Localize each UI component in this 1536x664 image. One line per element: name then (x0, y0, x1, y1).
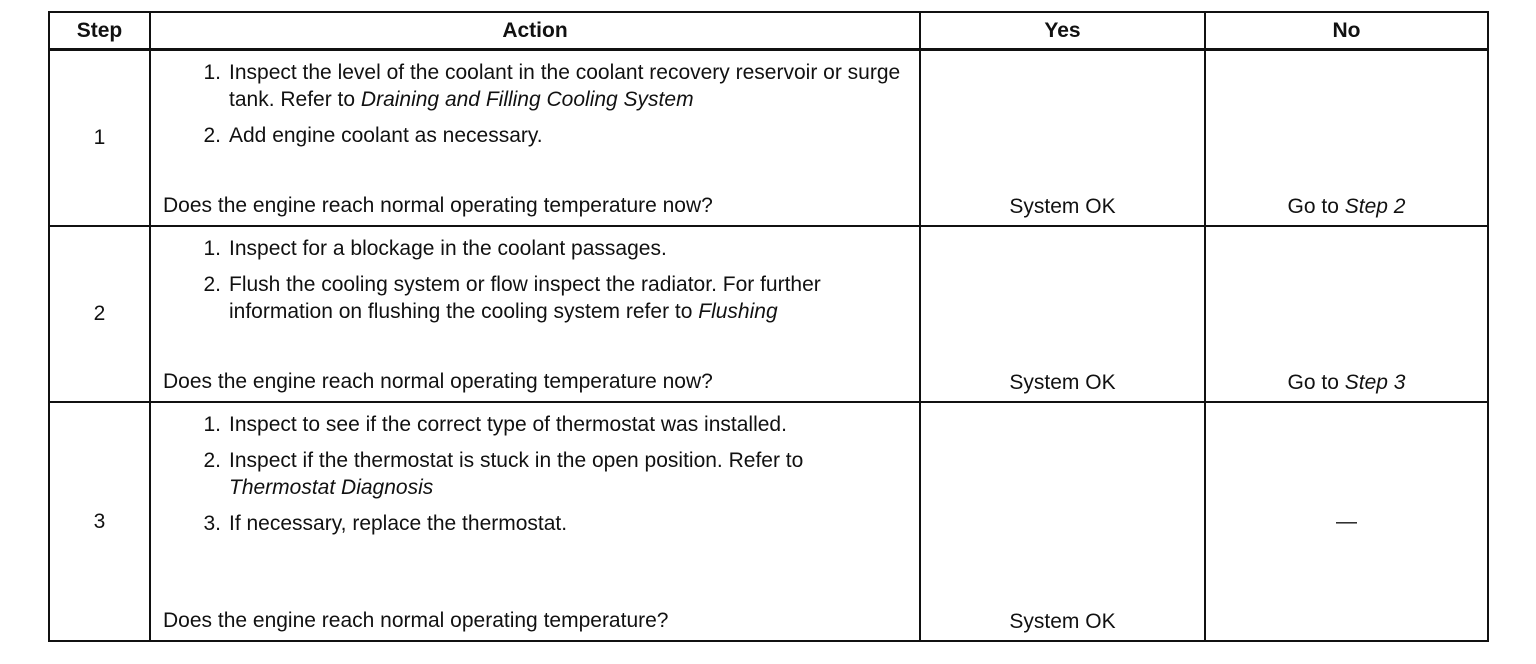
list-item: 2. Add engine coolant as necessary. (163, 122, 907, 149)
action-cell (150, 226, 920, 402)
list-item: 3. If necessary, replace the thermostat. (163, 510, 907, 537)
yes-result: System OK (1009, 195, 1116, 218)
procedure-reference: Flushing (698, 300, 778, 323)
action-list (163, 235, 907, 325)
step-number: 2 (49, 226, 150, 402)
action-text: Flush the cooling system or flow inspect the radiator. For further information on flushing the cooling system refer to (229, 273, 821, 323)
diagnostic-table (48, 11, 1489, 642)
header-action: Action (150, 12, 920, 50)
no-result: Go to Step 2 (1287, 195, 1406, 218)
action-text: If necessary, replace the thermostat. (229, 512, 568, 535)
question-text: Does the engine reach normal operating temperature now? (163, 370, 713, 393)
list-item: 1. Inspect for a blockage in the coolant passages. (163, 235, 907, 262)
step-reference: Step 3 (1344, 371, 1406, 394)
list-item: 1. Inspect the level of the coolant in the coolant recovery reservoir or surge tank. Refer to Draining and Filling Cooling System (203, 61, 901, 111)
table-row (49, 402, 1488, 641)
action-list (163, 411, 907, 537)
no-cell (1205, 226, 1488, 402)
list-item: 2. Flush the cooling system or flow inspect the radiator. For further information on flushing the cooling system refer to Flushing (203, 273, 821, 323)
action-list (163, 59, 907, 149)
action-cell (150, 50, 920, 227)
procedure-reference: Thermostat Diagnosis (229, 476, 434, 499)
list-item: 2. Inspect if the thermostat is stuck in the open position. Refer to Thermostat Diagnosis (203, 449, 804, 499)
procedure-reference: Draining and Filling Cooling System (360, 88, 694, 111)
step-number: 3 (49, 402, 150, 641)
yes-cell (920, 402, 1205, 641)
no-result-dash: — (1336, 509, 1357, 533)
list-item: 1. Inspect to see if the correct type of thermostat was installed. (163, 411, 907, 438)
action-text: Inspect to see if the correct type of thermostat was installed. (229, 413, 787, 436)
header-no: No (1205, 12, 1488, 50)
action-text: Inspect the level of the coolant in the coolant recovery reservoir or surge tank. Refer to (229, 61, 901, 111)
header-row (49, 12, 1488, 50)
action-text: Inspect if the thermostat is stuck in the open position. Refer to (229, 449, 804, 472)
action-text: Add engine coolant as necessary. (229, 124, 543, 147)
step-number: 1 (49, 50, 150, 227)
no-cell (1205, 50, 1488, 227)
yes-result: System OK (1009, 610, 1116, 633)
table-row (49, 50, 1488, 227)
yes-cell (920, 50, 1205, 227)
no-cell (1205, 402, 1488, 641)
question-text: Does the engine reach normal operating temperature now? (163, 194, 713, 217)
table-row (49, 226, 1488, 402)
question-text: Does the engine reach normal operating temperature? (163, 609, 669, 632)
header-yes: Yes (920, 12, 1205, 50)
yes-result: System OK (1009, 371, 1116, 394)
step-reference: Step 2 (1344, 195, 1406, 218)
no-result: Go to Step 3 (1287, 371, 1406, 394)
action-text: Inspect for a blockage in the coolant passages. (229, 237, 667, 260)
yes-cell (920, 226, 1205, 402)
action-cell (150, 402, 920, 641)
header-step: Step (49, 12, 150, 50)
